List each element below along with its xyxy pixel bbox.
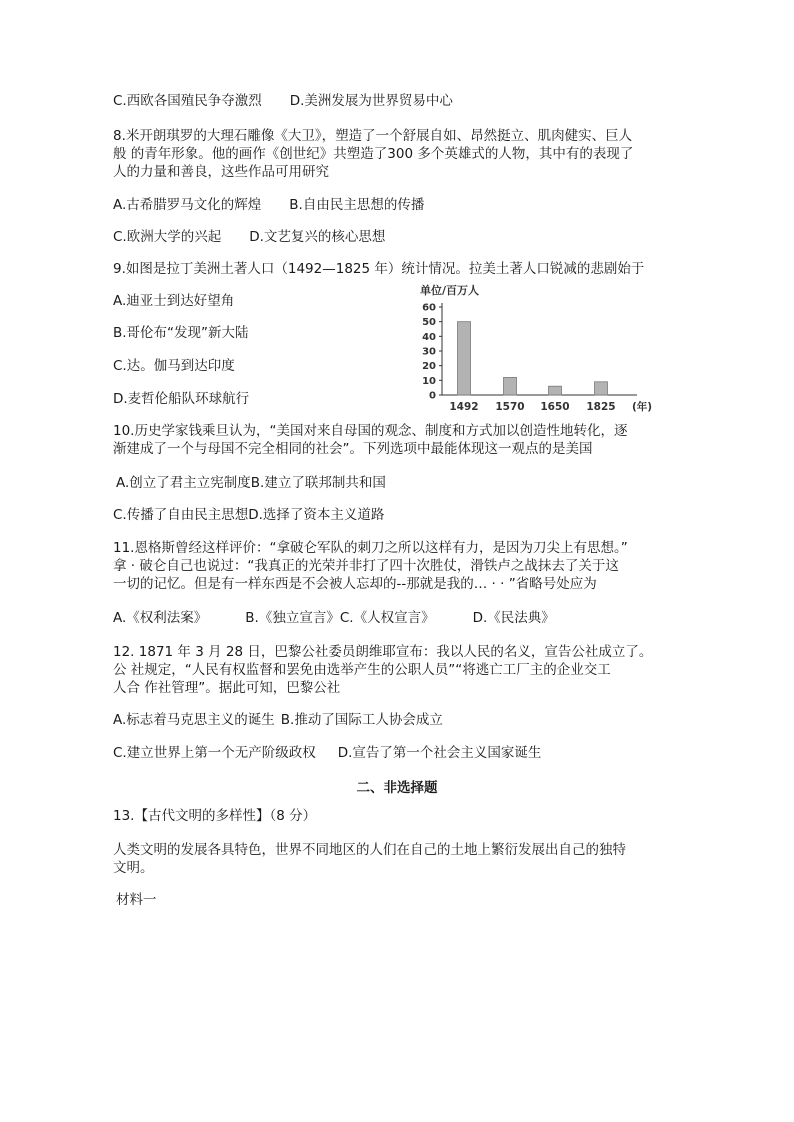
chart-y-tick-label: 0 bbox=[429, 390, 436, 402]
q9-option-b: B.哥伦布“发现”新大陆 bbox=[113, 325, 249, 341]
q8-stem-line3: 人的力量和善良，这些作品可用研究 bbox=[113, 164, 329, 180]
q13-material-label: 材料一 bbox=[116, 892, 157, 908]
q11-stem-line1: 11.恩格斯曾经这样评价：“拿破仑军队的刺刀之所以这样有力，是因为刀尖上有思想。” bbox=[113, 540, 628, 556]
q11-stem-line3: 一切的记忆。但是有一样东西是不会被人忘却的--那就是我的… · · ”省略号处应为 bbox=[113, 576, 597, 592]
q13-intro-line1: 人类文明的发展各具特色，世界不同地区的人们在自己的土地上繁衍发展出自己的独特 bbox=[113, 842, 626, 858]
q12-options-row2 bbox=[113, 744, 541, 762]
chart-y-tick-label: 10 bbox=[422, 375, 436, 387]
chart-x-tick-label: 1492 bbox=[449, 401, 479, 413]
chart-y-tick-label: 40 bbox=[422, 331, 436, 343]
chart-x-tick-label: 1650 bbox=[540, 401, 570, 413]
q11-option-d: D.《民法典》 bbox=[472, 610, 555, 626]
q9-stem: 9.如图是拉丁美洲土著人口（1492—1825 年）统计情况。拉美土著人口锐减的悲剧始于 bbox=[113, 261, 645, 277]
q12-option-a: A.标志着马克思主义的诞生 bbox=[113, 712, 275, 728]
q12-stem-line1: 12. 1871 年 3 月 28 日，巴黎公社委员朗维耶宣布：我以人民的名义，宣告公社成立了。 bbox=[113, 644, 653, 660]
chart-y-tick-label: 50 bbox=[422, 317, 436, 329]
q11-option-b: B.《独立宣言》 bbox=[245, 610, 340, 626]
q8-option-d: D.文艺复兴的核心思想 bbox=[249, 229, 386, 245]
chart-xaxis-label: (年) bbox=[632, 401, 653, 413]
q8-option-a: A.古希腊罗马文化的辉煌 bbox=[113, 197, 262, 213]
q10-option-b: B.建立了联邦制共和国 bbox=[250, 475, 386, 491]
chart-unit-label: 单位/百万人 bbox=[420, 284, 480, 297]
q11-option-c: C.《人权宣言》 bbox=[339, 610, 435, 626]
q12-option-d: D.宣告了第一个社会主义国家诞生 bbox=[337, 745, 542, 761]
q9-option-c: C.达。伽马到达印度 bbox=[113, 358, 235, 374]
q10-stem-line1: 10.历史学家钱乘旦认为，“美国对来自母国的观念、制度和方式加以创造性地转化，逐 bbox=[113, 423, 628, 439]
population-bar-chart bbox=[412, 282, 682, 417]
chart-x-tick-label: 1570 bbox=[495, 401, 525, 413]
q11-option-a: A.《权利法案》 bbox=[113, 610, 208, 626]
q12-option-b: B.推动了国际工人协会成立 bbox=[280, 712, 443, 728]
q10-stem-line2: 渐建成了一个与母国不完全相同的社会”。下列选项中最能体现这一观点的是美国 bbox=[113, 441, 593, 457]
q7-options-row bbox=[113, 92, 453, 110]
q9-option-a: A.迪亚士到达好望角 bbox=[113, 293, 235, 309]
q8-options-row2 bbox=[113, 228, 385, 246]
chart-bar-1570 bbox=[504, 377, 517, 395]
q11-stem-line2: 拿 · 破仑自己也说过：“我真正的光荣并非打了四十次胜仗，滑铁卢之战抹去了关于这 bbox=[113, 558, 619, 574]
q7-option-d: D.美洲发展为世界贸易中心 bbox=[289, 93, 453, 109]
q10-option-a: A.创立了君主立宪制度 bbox=[116, 475, 251, 491]
q10-options-row1 bbox=[116, 474, 386, 492]
q8-stem-line2: 般 的青年形象。他的画作《创世纪》共塑造了300 多个英雄式的人物，其中有的表现了 bbox=[113, 146, 634, 162]
q8-stem-line1: 8.米开朗琪罗的大理石雕像《大卫》，塑造了一个舒展自如、昂然挺立、肌肉健实、巨人 bbox=[113, 128, 633, 144]
q7-option-c: C.西欧各国殖民争夺激烈 bbox=[113, 93, 262, 109]
q10-option-c: C.传播了自由民主思想 bbox=[113, 507, 249, 523]
q12-stem-line2: 公 社规定，“人民有权监督和罢免由选举产生的公职人员”“将逃亡工厂主的企业交工 bbox=[113, 662, 611, 678]
q12-options-row1 bbox=[113, 711, 443, 729]
q12-option-c: C.建立世界上第一个无产阶级政权 bbox=[113, 745, 316, 761]
q13-intro-line2: 文明。 bbox=[113, 860, 154, 876]
chart-y-tick-label: 20 bbox=[422, 361, 436, 373]
chart-bar-1825 bbox=[595, 382, 608, 395]
q9-option-d: D.麦哲伦船队环球航行 bbox=[113, 391, 250, 407]
q8-option-c: C.欧洲大学的兴起 bbox=[113, 229, 222, 245]
q8-options-row1 bbox=[113, 196, 424, 214]
q10-options-row2 bbox=[113, 506, 384, 524]
q8-option-b: B.自由民主思想的传播 bbox=[289, 197, 425, 213]
q11-options-row bbox=[113, 609, 555, 627]
q12-stem-line3: 人合 作社管理”。据此可知，巴黎公社 bbox=[113, 680, 341, 696]
chart-x-tick-label: 1825 bbox=[586, 401, 616, 413]
section-two-title: 二、非选择题 bbox=[356, 780, 438, 796]
q13-title: 13.【古代文明的多样性】（8 分） bbox=[113, 808, 317, 824]
chart-y-tick-label: 60 bbox=[422, 302, 436, 314]
chart-bar-1650 bbox=[549, 386, 562, 395]
q10-option-d: D.选择了资本主义道路 bbox=[248, 507, 385, 523]
chart-bar-1492 bbox=[458, 322, 471, 395]
chart-y-tick-label: 30 bbox=[422, 346, 436, 358]
